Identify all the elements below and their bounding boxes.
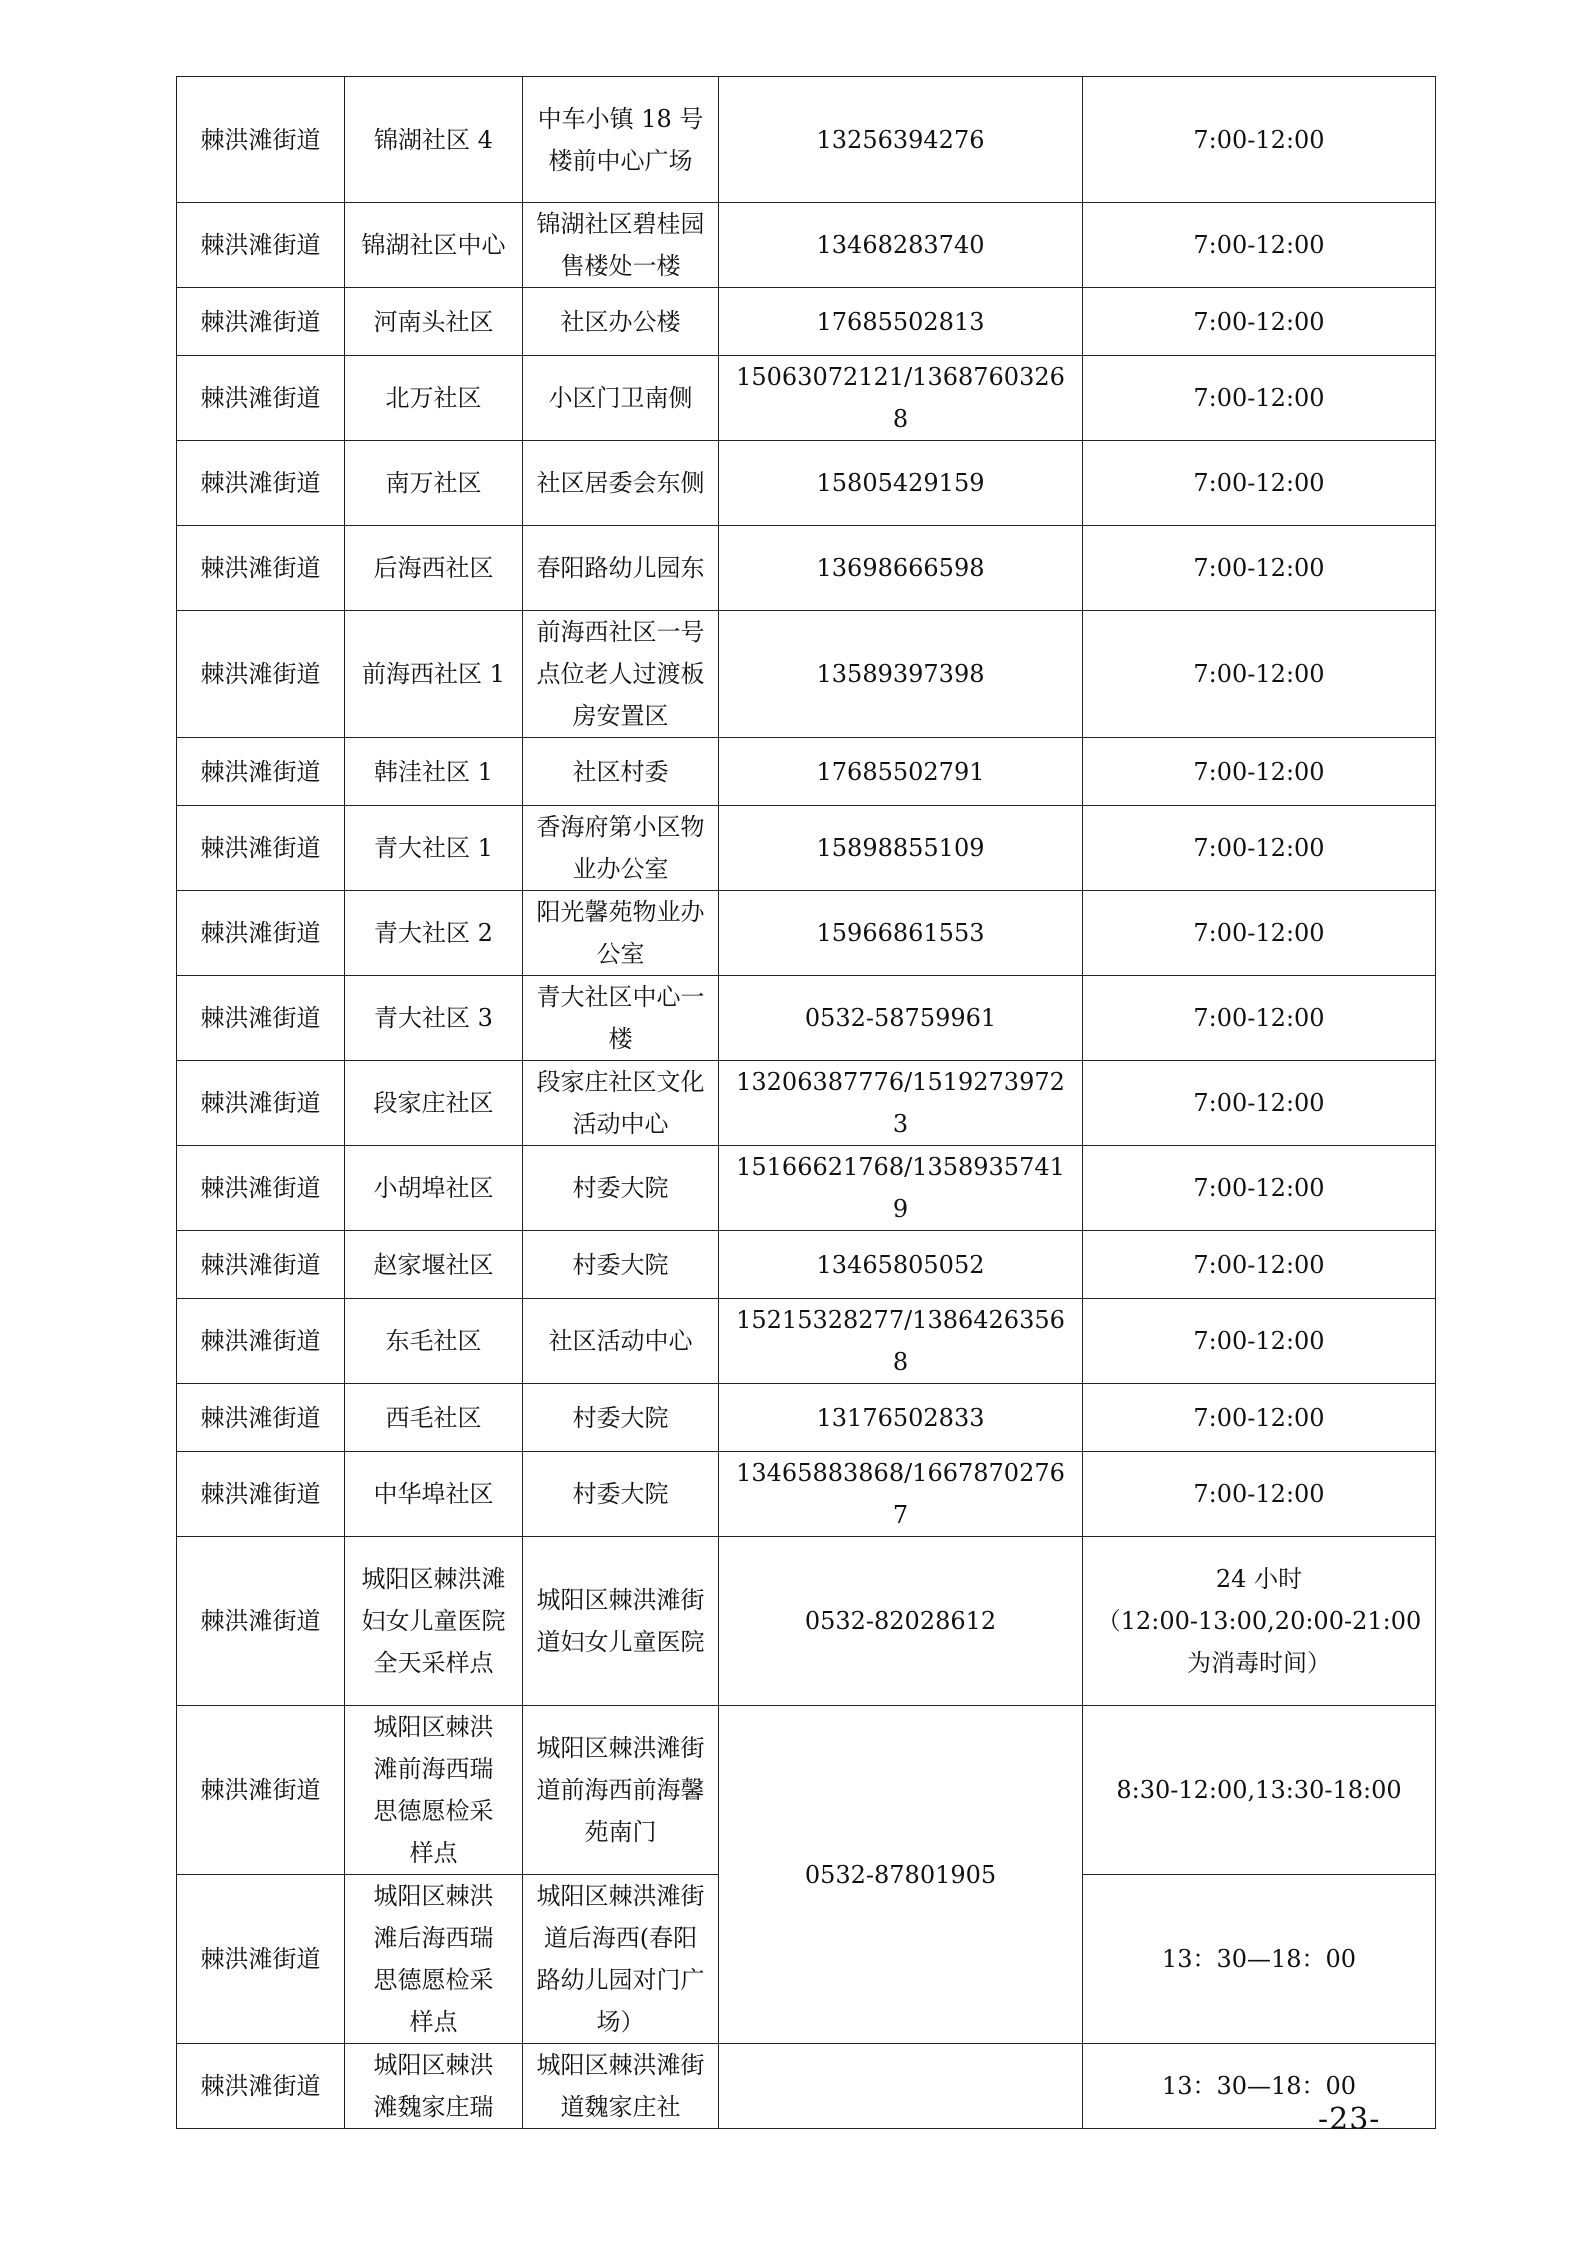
- site-cell: 河南头社区: [345, 288, 523, 356]
- table-row: [177, 738, 1436, 806]
- time-line: 24 小时: [1215, 1565, 1303, 1593]
- time-cell: 7:00-12:00: [1083, 976, 1436, 1061]
- site-cell: 城阳区棘洪滩妇女儿童医院全天采样点: [345, 1537, 523, 1706]
- site-cell: 前海西社区 1: [345, 611, 523, 738]
- location-cell: 春阳路幼儿园东: [523, 526, 719, 611]
- location-cell: 青大社区中心一楼: [523, 976, 719, 1061]
- street-cell: 棘洪滩街道: [177, 1146, 345, 1231]
- street-cell: 棘洪滩街道: [177, 806, 345, 891]
- street-cell: 棘洪滩街道: [177, 1452, 345, 1537]
- phone-cell: 15805429159: [719, 441, 1083, 526]
- table-row-weijiazhuang: [177, 2044, 1436, 2129]
- table-row: [177, 1384, 1436, 1452]
- time-cell: 7:00-12:00: [1083, 203, 1436, 288]
- street-cell: 棘洪滩街道: [177, 1537, 345, 1706]
- phone-cell: 13176502833: [719, 1384, 1083, 1452]
- street-cell: 棘洪滩街道: [177, 77, 345, 203]
- location-cell: 城阳区棘洪滩街道后海西(春阳路幼儿园对门广场）: [523, 1875, 719, 2044]
- phone-cell: 13206387776/15192739723: [719, 1061, 1083, 1146]
- street-cell: 棘洪滩街道: [177, 356, 345, 441]
- location-cell: 香海府第小区物业办公室: [523, 806, 719, 891]
- site-cell: 锦湖社区中心: [345, 203, 523, 288]
- location-cell: 村委大院: [523, 1384, 719, 1452]
- location-cell: 锦湖社区碧桂园售楼处一楼: [523, 203, 719, 288]
- location-cell: 村委大院: [523, 1452, 719, 1537]
- site-cell: 城阳区棘洪滩魏家庄瑞: [345, 2044, 523, 2129]
- time-cell: 7:00-12:00: [1083, 441, 1436, 526]
- table-row: [177, 288, 1436, 356]
- phone-cell: 13468283740: [719, 203, 1083, 288]
- table-row: [177, 526, 1436, 611]
- table-row-qianhaixi: [177, 1706, 1436, 1875]
- street-cell: 棘洪滩街道: [177, 1061, 345, 1146]
- location-cell: 段家庄社区文化活动中心: [523, 1061, 719, 1146]
- street-cell: 棘洪滩街道: [177, 976, 345, 1061]
- phone-cell: [719, 2044, 1083, 2129]
- time-cell: 7:00-12:00: [1083, 1452, 1436, 1537]
- phone-cell: 13465805052: [719, 1231, 1083, 1299]
- table-row-hospital-24h: [177, 1537, 1436, 1706]
- site-cell: 南万社区: [345, 441, 523, 526]
- time-cell: 7:00-12:00: [1083, 738, 1436, 806]
- street-cell: 棘洪滩街道: [177, 738, 345, 806]
- table-row: [177, 1299, 1436, 1384]
- time-cell: 7:00-12:00: [1083, 806, 1436, 891]
- table-row: [177, 1061, 1436, 1146]
- time-cell: 7:00-12:00: [1083, 526, 1436, 611]
- street-cell: 棘洪滩街道: [177, 203, 345, 288]
- site-cell: 北万社区: [345, 356, 523, 441]
- time-cell: 7:00-12:00: [1083, 891, 1436, 976]
- table-row: [177, 203, 1436, 288]
- location-cell: 城阳区棘洪滩街道魏家庄社: [523, 2044, 719, 2129]
- table-row: [177, 77, 1436, 203]
- phone-cell: 13589397398: [719, 611, 1083, 738]
- street-cell: 棘洪滩街道: [177, 1706, 345, 1875]
- time-line: （12:00-13:00,20:00-21:00: [1096, 1607, 1422, 1635]
- phone-cell: 13465883868/16678702767: [719, 1452, 1083, 1537]
- table-row: [177, 611, 1436, 738]
- location-cell: 中车小镇 18 号楼前中心广场: [523, 77, 719, 203]
- site-cell: 城阳区棘洪滩后海西瑞思德愿检采样点: [345, 1875, 523, 2044]
- table-row: [177, 891, 1436, 976]
- sampling-sites-table-wrapper: [176, 76, 1436, 2129]
- location-cell: 社区办公楼: [523, 288, 719, 356]
- time-cell: 7:00-12:00: [1083, 356, 1436, 441]
- site-cell: 东毛社区: [345, 1299, 523, 1384]
- street-cell: 棘洪滩街道: [177, 2044, 345, 2129]
- phone-cell: 15215328277/13864263568: [719, 1299, 1083, 1384]
- phone-cell: 13698666598: [719, 526, 1083, 611]
- table-row: [177, 1452, 1436, 1537]
- location-cell: 社区村委: [523, 738, 719, 806]
- street-cell: 棘洪滩街道: [177, 1384, 345, 1452]
- location-cell: 社区居委会东侧: [523, 441, 719, 526]
- time-cell: 7:00-12:00: [1083, 77, 1436, 203]
- location-cell: 前海西社区一号点位老人过渡板房安置区: [523, 611, 719, 738]
- phone-cell: 13256394276: [719, 77, 1083, 203]
- time-cell: 8:30-12:00,13:30-18:00: [1083, 1706, 1436, 1875]
- table-row: [177, 441, 1436, 526]
- location-cell: 小区门卫南侧: [523, 356, 719, 441]
- phone-cell: 15898855109: [719, 806, 1083, 891]
- street-cell: 棘洪滩街道: [177, 611, 345, 738]
- time-cell: 7:00-12:00: [1083, 288, 1436, 356]
- time-cell: 13：30—18：00: [1083, 1875, 1436, 2044]
- table-row: [177, 356, 1436, 441]
- site-cell: 青大社区 1: [345, 806, 523, 891]
- time-cell: 13：30—18：00: [1083, 2044, 1436, 2129]
- location-cell: 阳光馨苑物业办公室: [523, 891, 719, 976]
- time-cell: 7:00-12:00: [1083, 1384, 1436, 1452]
- time-cell: 7:00-12:00: [1083, 611, 1436, 738]
- site-cell: 锦湖社区 4: [345, 77, 523, 203]
- site-cell: 青大社区 2: [345, 891, 523, 976]
- time-line: 为消毒时间）: [1187, 1649, 1331, 1677]
- location-cell: 社区活动中心: [523, 1299, 719, 1384]
- table-row: [177, 1231, 1436, 1299]
- site-cell: 赵家堰社区: [345, 1231, 523, 1299]
- phone-cell: 0532-58759961: [719, 976, 1083, 1061]
- street-cell: 棘洪滩街道: [177, 1875, 345, 2044]
- phone-cell: 17685502791: [719, 738, 1083, 806]
- site-cell: 段家庄社区: [345, 1061, 523, 1146]
- table-row: [177, 976, 1436, 1061]
- time-cell: 7:00-12:00: [1083, 1299, 1436, 1384]
- site-cell: 韩洼社区 1: [345, 738, 523, 806]
- phone-cell: 15166621768/13589357419: [719, 1146, 1083, 1231]
- phone-cell: 0532-87801905: [719, 1706, 1083, 2044]
- site-cell: 后海西社区: [345, 526, 523, 611]
- site-cell: 小胡埠社区: [345, 1146, 523, 1231]
- table-row: [177, 1146, 1436, 1231]
- location-cell: 城阳区棘洪滩街道前海西前海馨苑南门: [523, 1706, 719, 1875]
- table-row: [177, 806, 1436, 891]
- site-cell: 城阳区棘洪滩前海西瑞思德愿检采样点: [345, 1706, 523, 1875]
- time-cell: 7:00-12:00: [1083, 1231, 1436, 1299]
- location-cell: 村委大院: [523, 1146, 719, 1231]
- location-cell: 村委大院: [523, 1231, 719, 1299]
- street-cell: 棘洪滩街道: [177, 1231, 345, 1299]
- page-number: -23-: [1318, 2102, 1381, 2137]
- location-cell: 城阳区棘洪滩街道妇女儿童医院: [523, 1537, 719, 1706]
- street-cell: 棘洪滩街道: [177, 288, 345, 356]
- street-cell: 棘洪滩街道: [177, 1299, 345, 1384]
- sampling-sites-table: [176, 76, 1436, 2129]
- site-cell: 青大社区 3: [345, 976, 523, 1061]
- phone-cell: 15966861553: [719, 891, 1083, 976]
- site-cell: 中华埠社区: [345, 1452, 523, 1537]
- time-cell: [1083, 1537, 1436, 1706]
- time-cell: 7:00-12:00: [1083, 1061, 1436, 1146]
- phone-cell: 0532-82028612: [719, 1537, 1083, 1706]
- street-cell: 棘洪滩街道: [177, 441, 345, 526]
- street-cell: 棘洪滩街道: [177, 526, 345, 611]
- site-cell: 西毛社区: [345, 1384, 523, 1452]
- street-cell: 棘洪滩街道: [177, 891, 345, 976]
- phone-cell: 17685502813: [719, 288, 1083, 356]
- time-cell: 7:00-12:00: [1083, 1146, 1436, 1231]
- phone-cell: 15063072121/13687603268: [719, 356, 1083, 441]
